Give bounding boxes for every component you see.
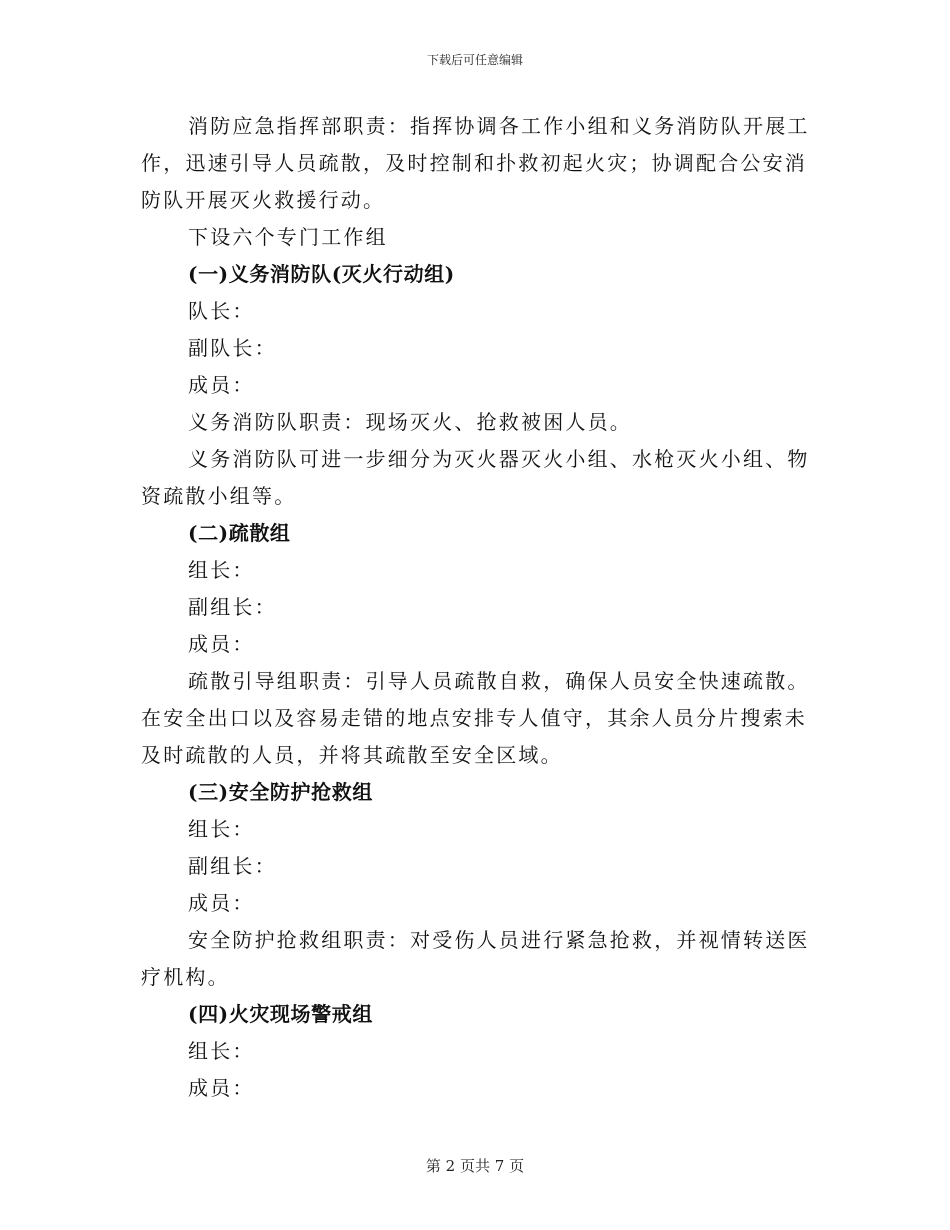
- paragraph-line: 防队开展灭火救援行动。: [141, 188, 386, 212]
- paragraph-line: 义务消防队可进一步细分为灭火器灭火小组、水枪灭火小组、物: [188, 447, 810, 471]
- role-line: 成员：: [188, 891, 255, 915]
- role-line: 成员：: [188, 373, 255, 397]
- paragraph-line: 义务消防队职责：现场灭火、抢救被困人员。: [188, 410, 632, 434]
- section-heading: (一)义务消防队(灭火行动组): [188, 262, 455, 286]
- paragraph-line: 及时疏散的人员，并将其疏散至安全区域。: [141, 743, 563, 767]
- paragraph-line: 在安全出口以及容易走错的地点安排专人值守，其余人员分片搜索未: [141, 706, 807, 730]
- role-line: 副组长：: [188, 595, 277, 619]
- page-footer: 第 2 页共 7 页: [425, 1157, 525, 1175]
- role-line: 队长：: [188, 299, 255, 323]
- page-header: 下载后可任意编辑: [426, 53, 523, 67]
- paragraph-line: 下设六个专门工作组: [188, 225, 388, 249]
- paragraph-line: 疏散引导组职责：引导人员疏散自救，确保人员安全快速疏散。: [188, 669, 810, 693]
- role-line: 组长：: [188, 817, 255, 841]
- role-line: 组长：: [188, 558, 255, 582]
- section-heading: (三)安全防护抢救组: [188, 780, 373, 804]
- paragraph-line: 资疏散小组等。: [141, 484, 297, 508]
- paragraph-line: 安全防护抢救组职责：对受伤人员进行紧急抢救，并视情转送医: [188, 928, 810, 952]
- section-heading: (四)火灾现场警戒组: [188, 1002, 373, 1026]
- role-line: 组长：: [188, 1039, 255, 1063]
- role-line: 成员：: [188, 1076, 255, 1100]
- role-line: 副队长：: [188, 336, 277, 360]
- paragraph-line: 消防应急指挥部职责：指挥协调各工作小组和义务消防队开展工: [188, 114, 810, 138]
- role-line: 成员：: [188, 632, 255, 656]
- paragraph-line: 疗机构。: [141, 965, 230, 989]
- paragraph-line: 作，迅速引导人员疏散，及时控制和扑救初起火灾；协调配合公安消: [141, 151, 807, 175]
- role-line: 副组长：: [188, 854, 277, 878]
- section-heading: (二)疏散组: [188, 521, 291, 545]
- document-body: [141, 108, 810, 1107]
